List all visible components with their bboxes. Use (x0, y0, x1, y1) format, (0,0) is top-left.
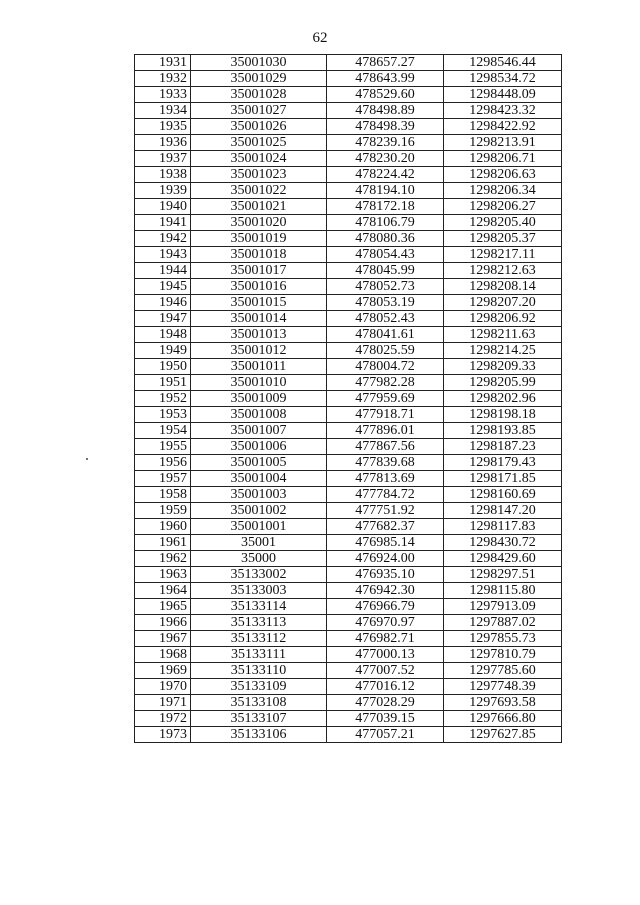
table-row (135, 711, 562, 727)
y-coordinate-cell: 1297627.85 (444, 727, 562, 743)
x-coordinate-cell: 477000.13 (327, 647, 444, 663)
y-coordinate-cell: 1298448.09 (444, 87, 562, 103)
point-id-cell: 35001028 (191, 87, 327, 103)
y-coordinate-cell: 1298179.43 (444, 455, 562, 471)
point-id-cell: 35001008 (191, 407, 327, 423)
table-row (135, 679, 562, 695)
table-row (135, 215, 562, 231)
point-id-cell: 35133003 (191, 583, 327, 599)
table-row (135, 71, 562, 87)
row-number-cell: 1971 (135, 695, 191, 711)
y-coordinate-cell: 1298430.72 (444, 535, 562, 551)
row-number-cell: 1961 (135, 535, 191, 551)
point-id-cell: 35001027 (191, 103, 327, 119)
row-number-cell: 1941 (135, 215, 191, 231)
point-id-cell: 35133111 (191, 647, 327, 663)
point-id-cell: 35001025 (191, 135, 327, 151)
x-coordinate-cell: 478053.19 (327, 295, 444, 311)
x-coordinate-cell: 478194.10 (327, 183, 444, 199)
table-row (135, 151, 562, 167)
point-id-cell: 35001003 (191, 487, 327, 503)
x-coordinate-cell: 478172.18 (327, 199, 444, 215)
row-number-cell: 1968 (135, 647, 191, 663)
row-number-cell: 1946 (135, 295, 191, 311)
table-row (135, 455, 562, 471)
table-row (135, 295, 562, 311)
table-row (135, 231, 562, 247)
row-number-cell: 1955 (135, 439, 191, 455)
x-coordinate-cell: 478498.39 (327, 119, 444, 135)
table-row (135, 551, 562, 567)
row-number-cell: 1948 (135, 327, 191, 343)
y-coordinate-cell: 1297855.73 (444, 631, 562, 647)
table-row (135, 279, 562, 295)
table-row (135, 55, 562, 71)
point-id-cell: 35001030 (191, 55, 327, 71)
row-number-cell: 1935 (135, 119, 191, 135)
y-coordinate-cell: 1298193.85 (444, 423, 562, 439)
row-number-cell: 1964 (135, 583, 191, 599)
row-number-cell: 1938 (135, 167, 191, 183)
row-number-cell: 1949 (135, 343, 191, 359)
x-coordinate-cell: 477982.28 (327, 375, 444, 391)
y-coordinate-cell: 1297913.09 (444, 599, 562, 615)
x-coordinate-cell: 478230.20 (327, 151, 444, 167)
row-number-cell: 1954 (135, 423, 191, 439)
point-id-cell: 35001019 (191, 231, 327, 247)
x-coordinate-cell: 478004.72 (327, 359, 444, 375)
table-row (135, 439, 562, 455)
point-id-cell: 35001013 (191, 327, 327, 343)
table-row (135, 599, 562, 615)
point-id-cell: 35133108 (191, 695, 327, 711)
x-coordinate-cell: 477867.56 (327, 439, 444, 455)
y-coordinate-cell: 1298160.69 (444, 487, 562, 503)
x-coordinate-cell: 478025.59 (327, 343, 444, 359)
y-coordinate-cell: 1298115.80 (444, 583, 562, 599)
point-id-cell: 35001007 (191, 423, 327, 439)
y-coordinate-cell: 1298147.20 (444, 503, 562, 519)
point-id-cell: 35133107 (191, 711, 327, 727)
y-coordinate-cell: 1298198.18 (444, 407, 562, 423)
x-coordinate-cell: 478045.99 (327, 263, 444, 279)
table-row (135, 487, 562, 503)
x-coordinate-cell: 477039.15 (327, 711, 444, 727)
y-coordinate-cell: 1298206.27 (444, 199, 562, 215)
x-coordinate-cell: 477016.12 (327, 679, 444, 695)
x-coordinate-cell: 477057.21 (327, 727, 444, 743)
y-coordinate-cell: 1297666.80 (444, 711, 562, 727)
point-id-cell: 35001011 (191, 359, 327, 375)
x-coordinate-cell: 477839.68 (327, 455, 444, 471)
table-row (135, 423, 562, 439)
table-row (135, 695, 562, 711)
row-number-cell: 1960 (135, 519, 191, 535)
x-coordinate-cell: 476970.97 (327, 615, 444, 631)
point-id-cell: 35001001 (191, 519, 327, 535)
y-coordinate-cell: 1298422.92 (444, 119, 562, 135)
x-coordinate-cell: 477959.69 (327, 391, 444, 407)
row-number-cell: 1936 (135, 135, 191, 151)
y-coordinate-cell: 1298214.25 (444, 343, 562, 359)
table-row (135, 119, 562, 135)
point-id-cell: 35001024 (191, 151, 327, 167)
table-row (135, 615, 562, 631)
row-number-cell: 1951 (135, 375, 191, 391)
y-coordinate-cell: 1298213.91 (444, 135, 562, 151)
table-row (135, 311, 562, 327)
x-coordinate-cell: 477918.71 (327, 407, 444, 423)
point-id-cell: 35001020 (191, 215, 327, 231)
y-coordinate-cell: 1298205.37 (444, 231, 562, 247)
point-id-cell: 35001002 (191, 503, 327, 519)
table-row (135, 343, 562, 359)
table-row (135, 359, 562, 375)
point-id-cell: 35001021 (191, 199, 327, 215)
point-id-cell: 35133110 (191, 663, 327, 679)
row-number-cell: 1945 (135, 279, 191, 295)
point-id-cell: 35133109 (191, 679, 327, 695)
row-number-cell: 1963 (135, 567, 191, 583)
x-coordinate-cell: 477751.92 (327, 503, 444, 519)
point-id-cell: 35000 (191, 551, 327, 567)
row-number-cell: 1934 (135, 103, 191, 119)
x-coordinate-cell: 476942.30 (327, 583, 444, 599)
point-id-cell: 35133106 (191, 727, 327, 743)
table-row (135, 103, 562, 119)
x-coordinate-cell: 476982.71 (327, 631, 444, 647)
y-coordinate-cell: 1298207.20 (444, 295, 562, 311)
table-row (135, 727, 562, 743)
point-id-cell: 35001012 (191, 343, 327, 359)
y-coordinate-cell: 1298211.63 (444, 327, 562, 343)
row-number-cell: 1967 (135, 631, 191, 647)
y-coordinate-cell: 1298206.63 (444, 167, 562, 183)
row-number-cell: 1932 (135, 71, 191, 87)
x-coordinate-cell: 478080.36 (327, 231, 444, 247)
row-number-cell: 1972 (135, 711, 191, 727)
row-number-cell: 1944 (135, 263, 191, 279)
table-row (135, 519, 562, 535)
row-number-cell: 1937 (135, 151, 191, 167)
y-coordinate-cell: 1298423.32 (444, 103, 562, 119)
row-number-cell: 1942 (135, 231, 191, 247)
row-number-cell: 1933 (135, 87, 191, 103)
page-number: 62 (312, 30, 328, 46)
point-id-cell: 35001004 (191, 471, 327, 487)
x-coordinate-cell: 477007.52 (327, 663, 444, 679)
x-coordinate-cell: 478041.61 (327, 327, 444, 343)
point-id-cell: 35133112 (191, 631, 327, 647)
row-number-cell: 1957 (135, 471, 191, 487)
x-coordinate-cell: 477784.72 (327, 487, 444, 503)
point-id-cell: 35001026 (191, 119, 327, 135)
row-number-cell: 1970 (135, 679, 191, 695)
y-coordinate-cell: 1297810.79 (444, 647, 562, 663)
row-number-cell: 1943 (135, 247, 191, 263)
coordinates-table-body (135, 55, 562, 743)
y-coordinate-cell: 1298217.11 (444, 247, 562, 263)
table-row (135, 391, 562, 407)
row-number-cell: 1973 (135, 727, 191, 743)
y-coordinate-cell: 1298206.71 (444, 151, 562, 167)
x-coordinate-cell: 478054.43 (327, 247, 444, 263)
table-row (135, 503, 562, 519)
table-row (135, 471, 562, 487)
table-row (135, 583, 562, 599)
point-id-cell: 35133002 (191, 567, 327, 583)
table-row (135, 167, 562, 183)
x-coordinate-cell: 477682.37 (327, 519, 444, 535)
y-coordinate-cell: 1297693.58 (444, 695, 562, 711)
table-row (135, 263, 562, 279)
y-coordinate-cell: 1298534.72 (444, 71, 562, 87)
x-coordinate-cell: 477896.01 (327, 423, 444, 439)
y-coordinate-cell: 1298546.44 (444, 55, 562, 71)
x-coordinate-cell: 478224.42 (327, 167, 444, 183)
row-number-cell: 1950 (135, 359, 191, 375)
coordinates-table (134, 54, 562, 743)
y-coordinate-cell: 1298117.83 (444, 519, 562, 535)
table-row (135, 87, 562, 103)
point-id-cell: 35001010 (191, 375, 327, 391)
x-coordinate-cell: 478657.27 (327, 55, 444, 71)
point-id-cell: 35001029 (191, 71, 327, 87)
row-number-cell: 1965 (135, 599, 191, 615)
row-number-cell: 1940 (135, 199, 191, 215)
point-id-cell: 35001014 (191, 311, 327, 327)
table-row (135, 631, 562, 647)
y-coordinate-cell: 1297748.39 (444, 679, 562, 695)
table-row (135, 407, 562, 423)
x-coordinate-cell: 478498.89 (327, 103, 444, 119)
y-coordinate-cell: 1298205.99 (444, 375, 562, 391)
y-coordinate-cell: 1298297.51 (444, 567, 562, 583)
y-coordinate-cell: 1298205.40 (444, 215, 562, 231)
point-id-cell: 35001006 (191, 439, 327, 455)
x-coordinate-cell: 476966.79 (327, 599, 444, 615)
table-row (135, 375, 562, 391)
x-coordinate-cell: 476985.14 (327, 535, 444, 551)
y-coordinate-cell: 1298202.96 (444, 391, 562, 407)
x-coordinate-cell: 477813.69 (327, 471, 444, 487)
table-row (135, 199, 562, 215)
point-id-cell: 35001016 (191, 279, 327, 295)
row-number-cell: 1958 (135, 487, 191, 503)
row-number-cell: 1939 (135, 183, 191, 199)
x-coordinate-cell: 478643.99 (327, 71, 444, 87)
table-row (135, 663, 562, 679)
table-row (135, 247, 562, 263)
point-id-cell: 35001022 (191, 183, 327, 199)
x-coordinate-cell: 477028.29 (327, 695, 444, 711)
y-coordinate-cell: 1298206.92 (444, 311, 562, 327)
point-id-cell: 35001009 (191, 391, 327, 407)
point-id-cell: 35001023 (191, 167, 327, 183)
y-coordinate-cell: 1297887.02 (444, 615, 562, 631)
point-id-cell: 35001005 (191, 455, 327, 471)
scan-artifact-dot (86, 458, 88, 460)
row-number-cell: 1966 (135, 615, 191, 631)
x-coordinate-cell: 478106.79 (327, 215, 444, 231)
row-number-cell: 1947 (135, 311, 191, 327)
y-coordinate-cell: 1298171.85 (444, 471, 562, 487)
x-coordinate-cell: 478529.60 (327, 87, 444, 103)
y-coordinate-cell: 1298187.23 (444, 439, 562, 455)
point-id-cell: 35133113 (191, 615, 327, 631)
row-number-cell: 1969 (135, 663, 191, 679)
table-row (135, 183, 562, 199)
point-id-cell: 35001017 (191, 263, 327, 279)
row-number-cell: 1952 (135, 391, 191, 407)
point-id-cell: 35001 (191, 535, 327, 551)
y-coordinate-cell: 1298206.34 (444, 183, 562, 199)
point-id-cell: 35001015 (191, 295, 327, 311)
point-id-cell: 35133114 (191, 599, 327, 615)
y-coordinate-cell: 1298208.14 (444, 279, 562, 295)
row-number-cell: 1959 (135, 503, 191, 519)
row-number-cell: 1931 (135, 55, 191, 71)
row-number-cell: 1962 (135, 551, 191, 567)
y-coordinate-cell: 1297785.60 (444, 663, 562, 679)
y-coordinate-cell: 1298429.60 (444, 551, 562, 567)
y-coordinate-cell: 1298209.33 (444, 359, 562, 375)
table-row (135, 567, 562, 583)
row-number-cell: 1953 (135, 407, 191, 423)
x-coordinate-cell: 476935.10 (327, 567, 444, 583)
x-coordinate-cell: 478052.73 (327, 279, 444, 295)
point-id-cell: 35001018 (191, 247, 327, 263)
x-coordinate-cell: 478239.16 (327, 135, 444, 151)
x-coordinate-cell: 478052.43 (327, 311, 444, 327)
table-row (135, 647, 562, 663)
row-number-cell: 1956 (135, 455, 191, 471)
y-coordinate-cell: 1298212.63 (444, 263, 562, 279)
table-row (135, 135, 562, 151)
x-coordinate-cell: 476924.00 (327, 551, 444, 567)
table-row (135, 327, 562, 343)
table-row (135, 535, 562, 551)
